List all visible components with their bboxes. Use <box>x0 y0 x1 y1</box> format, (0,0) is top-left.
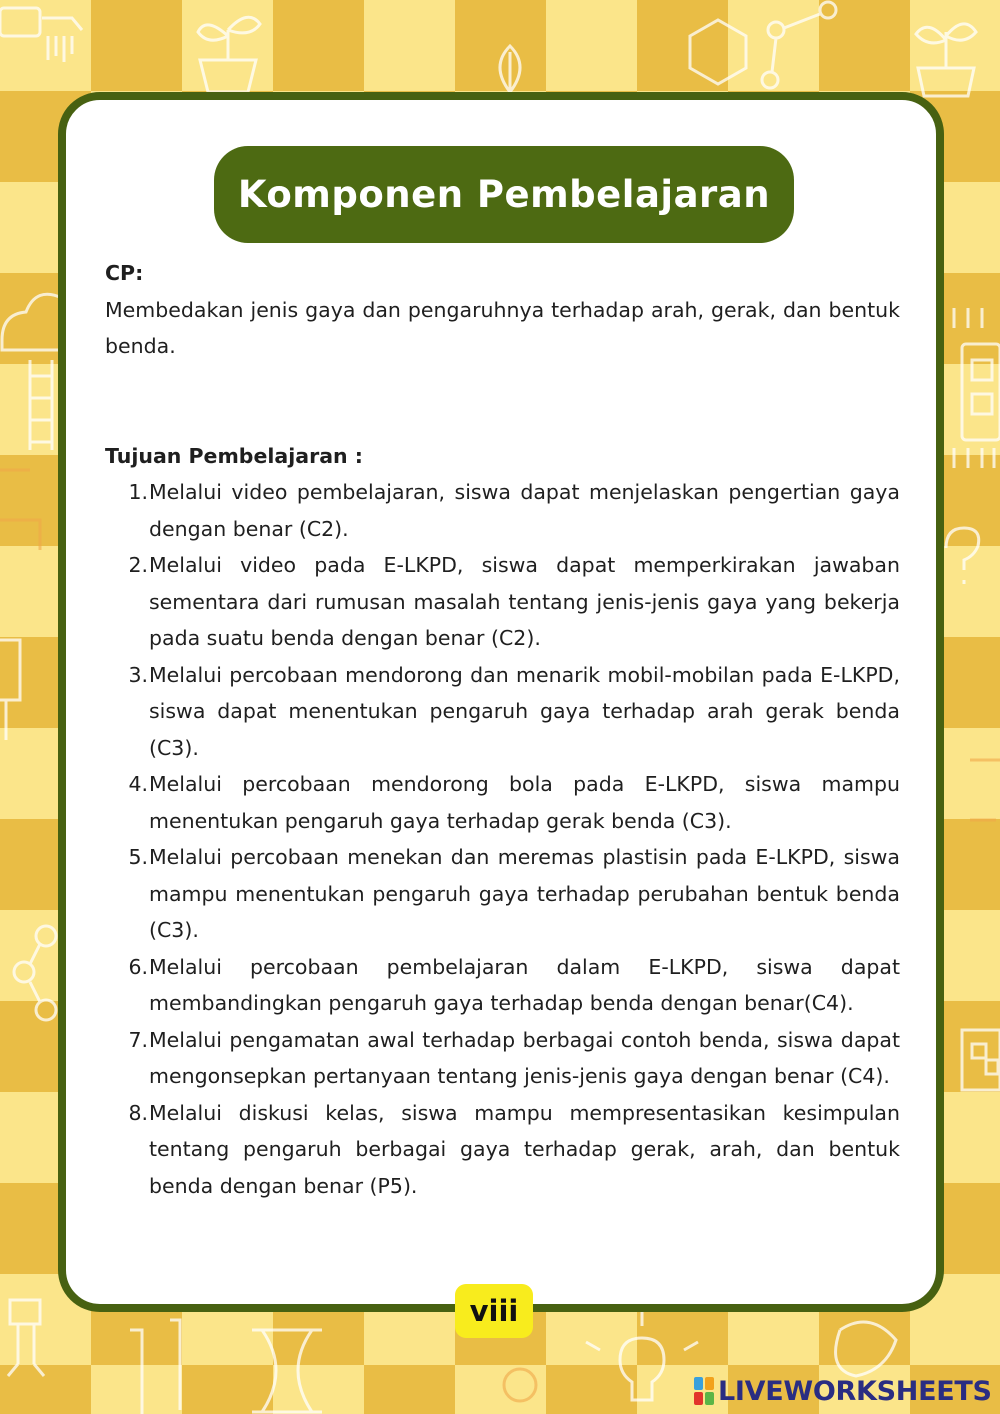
list-item <box>105 474 900 547</box>
item-text: Melalui video pembelajaran, siswa dapat menjelaskan pengertian gaya dengan benar (C2). <box>149 480 900 541</box>
plant-icon <box>198 17 260 92</box>
page-title: Komponen Pembelajaran <box>237 173 771 216</box>
item-number: 4. <box>128 772 148 796</box>
chip-icon <box>962 1030 1000 1090</box>
list-item <box>105 547 900 657</box>
item-text: Melalui video pada E-LKPD, siswa dapat memperkirakan jawaban sementara dari rumusan masalah tentang jenis-jenis gaya yang bekerja pada suatu benda dengan benar (C2). <box>149 553 900 650</box>
liveworksheets-logo-icon <box>694 1377 714 1405</box>
list-item <box>105 1095 900 1205</box>
leaf-icon <box>500 46 520 92</box>
list-item <box>105 766 900 839</box>
item-text: Melalui percobaan mendorong bola pada E-LKPD, siswa mampu menentukan pengaruh gaya terhadap gerak benda (C3). <box>149 772 900 833</box>
bulb-icon <box>586 1312 698 1400</box>
item-number: 2. <box>128 553 148 577</box>
circuit-icon <box>8 1300 44 1376</box>
title-banner <box>214 146 794 243</box>
cloud-icon <box>2 294 62 350</box>
item-number: 3. <box>128 662 148 687</box>
cp-text: Membedakan jenis gaya dan pengaruhnya terhadap arah, gerak, dan bentuk benda. <box>105 297 900 358</box>
question-icon <box>946 528 979 584</box>
circuit-icon <box>0 8 40 36</box>
spacer <box>105 365 900 438</box>
list-item <box>105 1022 900 1095</box>
brand-name: LIVEWORKSHEETS <box>718 1375 992 1407</box>
item-text: Melalui percobaan menekan dan meremas plastisin pada E-LKPD, siswa mampu menentukan pengaruh gaya terhadap perubahan bentuk benda (C3). <box>149 845 900 942</box>
list-item <box>105 657 900 767</box>
item-number: 1. <box>128 480 148 504</box>
item-text: Melalui pengamatan awal terhadap berbagai contoh benda, siswa dapat mengonsepkan pertanyaan tentang jenis-jenis gaya dengan benar (C4). <box>149 1027 900 1088</box>
lamp-icon <box>0 640 20 740</box>
content-body <box>105 255 900 1204</box>
chip-icon <box>962 344 1000 440</box>
list-item <box>105 839 900 949</box>
molecule-icon <box>768 22 784 38</box>
network-icon <box>36 926 56 946</box>
item-number: 6. <box>128 954 148 979</box>
ladder-icon <box>30 360 52 450</box>
hourglass-icon <box>252 1330 322 1412</box>
list-item <box>105 949 900 1022</box>
item-number: 5. <box>128 845 148 869</box>
item-text: Melalui percobaan pembelajaran dalam E-LKPD, siswa dapat membandingkan pengaruh gaya terhadap benda dengan benar(C4). <box>149 954 900 1015</box>
objectives-list <box>105 474 900 1204</box>
hexagon-icon <box>690 20 746 84</box>
page-number-badge: viii <box>455 1284 533 1338</box>
liveworksheets-brand[interactable] <box>694 1374 992 1408</box>
item-text: Melalui diskusi kelas, siswa mampu mempresentasikan kesimpulan tentang pengaruh berbagai gaya terhadap gerak, arah, dan bentuk benda dengan benar (P5). <box>149 1100 900 1198</box>
item-number: 8. <box>128 1100 148 1125</box>
item-text: Melalui percobaan mendorong dan menarik mobil-mobilan pada E-LKPD, siswa dapat menentukan pengaruh gaya terhadap arah gerak benda (C3). <box>149 662 900 760</box>
cp-label: CP: <box>105 261 144 285</box>
item-number: 7. <box>128 1027 148 1052</box>
objectives-label: Tujuan Pembelajaran : <box>105 443 363 468</box>
